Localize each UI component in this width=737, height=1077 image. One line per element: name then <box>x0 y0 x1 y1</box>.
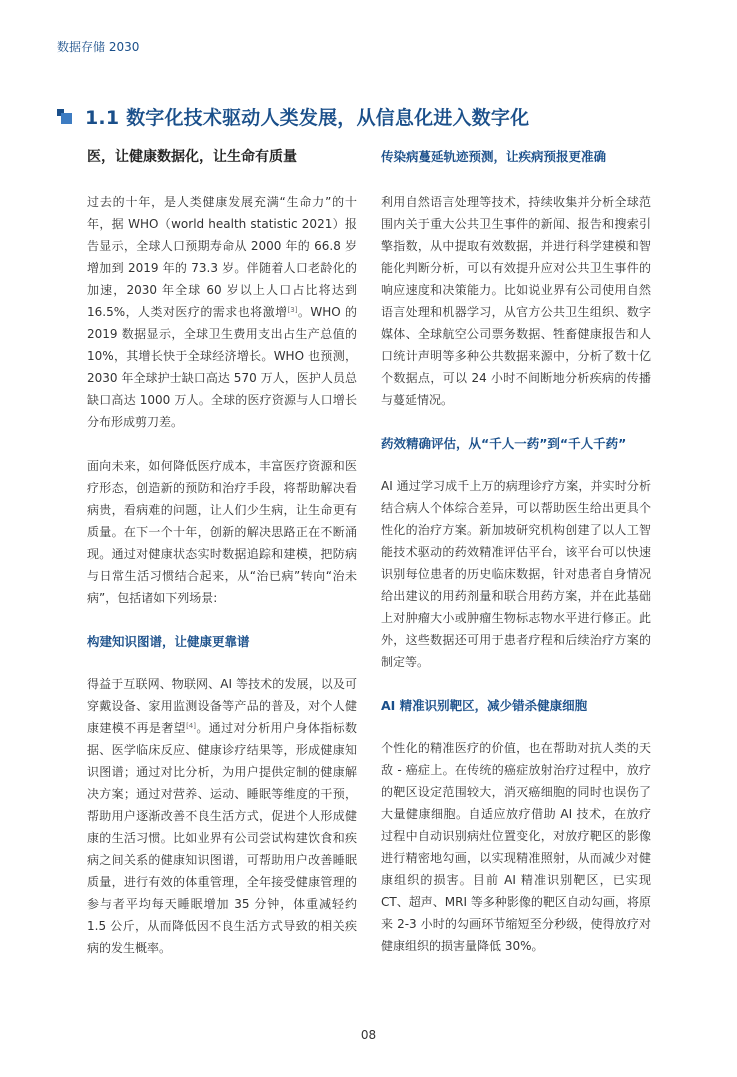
section-square-icon <box>57 109 73 125</box>
right-column <box>381 145 651 979</box>
paragraph: 面向未来，如何降低医疗成本，丰富医疗资源和医疗形态，创造新的预防和治疗手段，将帮助解决看病贵，看病难的问题，让人们少生病，让生命更有质量。在下一个十年，创新的解决思路正在不断涌现。通过对健康状态实时数据追踪和建模，把防病与日常生活习惯结合起来，从“治已病”转向“治未病”，包括诸如下列场景: <box>87 459 357 605</box>
running-header: 数据存储 2030 <box>57 40 140 54</box>
paragraph: 利用自然语言处理等技术，持续收集并分析全球范围内关于重大公共卫生事件的新闻、报告和搜索引擎指数，从中提取有效数据，并进行科学建模和智能化判断分析，可以有效提升应对公共卫生事件的响应速度和决策能力。比如说业界有公司使用自然语言处理和机器学习，从官方公共卫生组织、数字媒体、全球航空公司票务数据、牲畜健康报告和人口统计声明等多种公共数据来源中，分析了数十亿个数据点，可以 24 小时不间断地分析疾病的传播与蔓延情况。 <box>381 195 651 407</box>
left-column <box>87 145 357 981</box>
subsection-heading: 药效精确评估，从“千人一药”到“千人千药” <box>381 436 627 451</box>
paragraph: 过去的十年，是人类健康发展充满“生命力”的十年，据 WHO（world health statistic 2021）报告显示，全球人口预期寿命从 2000 年的 66.8 岁增加到 2019 年的 73.3 岁。伴随着人口老龄化的加速，2030 年全球 60 岁以上人口占比将达到 16.5%，人类对医疗的需求也将激增[3]。WHO 的 2019 数据显示，全球卫生费用支出占生产总值的 10%，其增长快于全球经济增长。WHO 也预测，2030 年全球护士缺口高达 570 万人，医护人员总缺口高达 1000 万人。全球的医疗资源与人口增长分布形成剪刀差。 <box>87 195 357 429</box>
subsection-heading: AI 精准识别靶区，减少错杀健康细胞 <box>381 698 588 713</box>
paragraph: 得益于互联网、物联网、AI 等技术的发展，以及可穿戴设备、家用监测设备等产品的普及，对个人健康建模不再是奢望[4]。通过对分析用户身体指标数据、医学临床反应、健康诊疗结果等，形成健康知识图谱；通过对比分析，为用户提供定制的健康解决方案；通过对营养、运动、睡眠等维度的干预，帮助用户逐渐改善不良生活方式，促进个人形成健康的生活习惯。比如业界有公司尝试构建饮食和疾病之间关系的健康知识图谱，可帮助用户改善睡眠质量，进行有效的体重管理，全年接受健康管理的参与者平均每天睡眠增加 35 分钟，体重减轻约 1.5 公斤，从而降低因不良生活方式导致的相关疾病的发生概率。 <box>87 677 357 955</box>
left-column-heading: 医，让健康数据化，让生命有质量 <box>87 149 297 165</box>
citation-ref: [4] <box>186 722 196 730</box>
paragraph: AI 通过学习成千上万的病理诊疗方案，并实时分析结合病人个体综合差异，可以帮助医生给出更具个性化的治疗方案。新加坡研究机构创建了以人工智能技术驱动的药效精准评估平台，该平台可以快速识别每位患者的历史临床数据，针对患者自身情况给出建议的用药剂量和联合用药方案，并在此基础上对肿瘤大小或肿瘤生物标志物水平进行修正。此外，这些数据还可用于患者疗程和后续治疗方案的制定等。 <box>381 479 651 669</box>
citation-ref: [3] <box>287 306 298 314</box>
paragraph: 个性化的精准医疗的价值，也在帮助对抗人类的天敌 - 癌症上。在传统的癌症放射治疗过程中，放疗的靶区设定范围较大，消灭癌细胞的同时也误伤了大量健康细胞。自适应放疗借助 AI 技术，在放疗过程中自动识别病灶位置变化，对放疗靶区的影像进行精密地勾画，以实现精准照射，从而减少对健康组织的损害。目前 AI 精准识别靶区，已实现 CT、超声、MRI 等多种影像的靶区自动勾画，将原来 2-3 小时的勾画环节缩短至分秒级，使得放疗对健康组织的损害量降低 30%。 <box>381 741 651 953</box>
section-heading: 1.1 数字化技术驱动人类发展，从信息化进入数字化 <box>85 107 530 129</box>
section-title <box>57 103 529 130</box>
subsection-heading: 构建知识图谱，让健康更靠谱 <box>87 634 250 649</box>
page-number: 08 <box>360 1028 377 1042</box>
subsection-heading: 传染病蔓延轨迹预测，让疾病预报更准确 <box>381 149 607 164</box>
